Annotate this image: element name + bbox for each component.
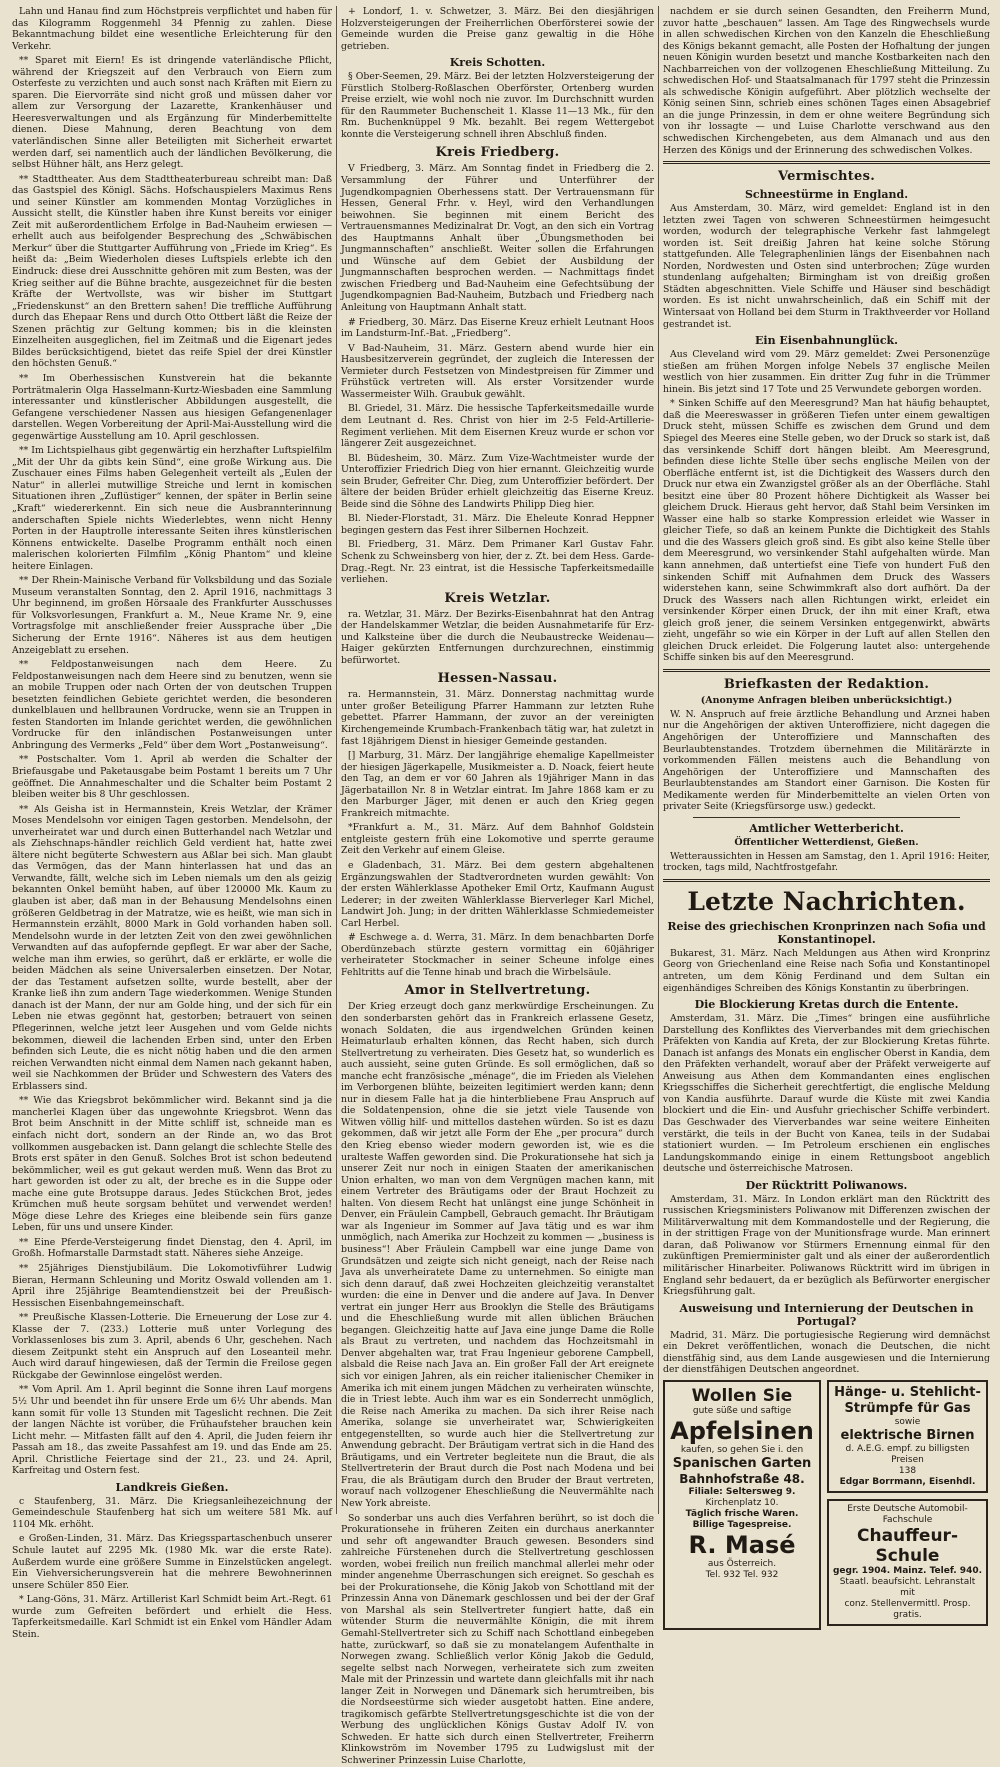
column-left [12,6,332,1640]
column-divider [658,6,659,1514]
article-heading: Die Blockierung Kretas durch die Entente. [694,998,959,1012]
article-paragraph: So sonderbar uns auch dies Verfahren berührt, so ist doch die Prokurationsehe in früheren Zeiten ein durchaus anerkannter und sehr oft angewandter Brauch gewesen. Besonders sind zahlreiche Fürstenehen durch die Stellvertretung geschlossen worden, wobei freilich nun freilich manchmal allerlei mehr oder minder angenehme Überraschungen sich ereignet. So geschah es bei der Prokurationsehe, die König Jakob von Schottland mit der Prinzessin Anna von Dänemark geschlossen und bei der der Graf von Marshal als sein Stellvertreter fungiert hatte, daß ein wütender Sturm die neuvermählte Königin, die mit ihrem Gemahl-Stellvertreter sich zu Schiff nach Schottland einbegeben hatte, zurückwarf, so daß sie zu monatelangem Aufenthalte in Norwegen zwang. Schließlich verlor König Jakob die Geduld, segelte selbst nach Norwegen, verheiratete sich zum zweiten Male mit der Prinzessin und wartete dann gleichfalls mit ihr nach langer Zeit in Norwegen und Dänemark sich herumtreiben, bis die Nordseestürme sich wieder ausgetobt hatten. Eine andere, tragikomisch gefärbte Stellvertretungsgeschichte ist die von der Werbung des unglücklichen Königs Gustav Adolf IV. von Schweden. Er hatte sich durch einen Stellvertreter, Freiherrn Klinkowström im November 1795 zu Ludwigslust mit der Schweriner Prinzessin Luise Charlotte, [341,1512,654,1767]
ad-product: Apfelsinen [670,1416,814,1445]
article-paragraph: ** 25jähriges Dienstjubiläum. Die Lokomotivführer Ludwig Bieran, Hermann Schleuning und Moritz Oswald vollenden am 1. April ihre 25jährige Beamtendienstzeit bei der Preußisch-Hessischen Eisenbahngemeinschaft. [12,1262,332,1309]
article-paragraph: Bl. Friedberg, 31. März. Dem Primaner Karl Gustav Fahr. Schenk zu Schweinsberg von hier, der z. Zt. bei dem Hess. Garde-Drag.-Regt. Nr. 23 eintrat, ist die Hessische Tapferkeitsmedaille verliehen. [341,539,654,586]
ad-text: Erste Deutsche Automobil-Fachschule [847,1503,968,1525]
divider [693,817,960,818]
ad-headline: Hänge- u. Stehlicht- [834,1384,981,1400]
article-paragraph: Bl. Nieder-Florstadt, 31. März. Die Eheleute Konrad Heppner begingen gestern das Fest ihrer Silbernen Hochzeit. [341,513,654,536]
weather-title: Amtlicher Wetterbericht. [749,821,904,835]
article-paragraph: * Lang-Göns, 31. März. Artillerist Karl Schmidt beim Art.-Regt. 61 wurde zum Gefreiten befördert und erhielt die Hess. Tapferkeitsmedaille. Karl Schmidt ist ein Enkel vom Händler Adam Stein. [12,1594,332,1640]
ad-column-right [827,1380,988,1630]
article-paragraph: c Staufenberg, 31. März. Die Kriegsanleihezeichnung der Gemeindeschule Staufenberg hat sich um weitere 581 Mk. auf 1104 Mk. erhöht. [12,1495,332,1530]
weather-report: Wetteraussichten in Hessen am Samstag, den 1. April 1916: Heiter, trocken, tags mild, Nachtfrostgefahr. [663,850,990,874]
article-paragraph: *Frankfurt a. M., 31. März. Auf dem Bahnhof Goldstein entgleiste gestern früh eine Lokomotive und sperrte geraume Zeit den Verkehr auf einem Gleise. [341,822,654,857]
article-paragraph: e Großen-Linden, 31. März. Das Kriegsspartaschenbuch unserer Schule lautet auf 2295 Mk. (1980 Mk. war die erste Rate). Außerdem wurde eine größere Summe in Einzelstücken angelegt. Ein Viehversicherungsverein hat die mehrere Bewohnerinnen unsere Schüler 850 Eier. [12,1533,332,1591]
article-paragraph: ** Wie das Kriegsbrot bekömmlicher wird. Bekannt sind ja die mancherlei Klagen über das ungewohnte Kriegsbrot. Wenn das Brot beim Anschnitt in der Mitte schliff ist, schneide man es einfach nicht dort, sondern an der Rinde an, wo das Brot vollkommen ausgebacken ist. Dann gelangt die schlechte Stelle des Brots erst später in den Genuß. Solches Brot ist schon bedeutend bekömmlicher, weil es gut gekaut werden muß. Wenn das Brot zu hart geworden ist oder zu alt, der breche es in die Suppe oder mache eine gute Brotsuppe daraus. Jedes Stückchen Brot, jedes Krümchen muß heute sorgsam behütet und verwendet werden! Möge diese Lehre des Krieges eine bleibende sein fürs ganze Leben, für uns und unsere Kinder. [12,1095,332,1234]
article-paragraph: V Bad-Nauheim, 31. März. Gestern abend wurde hier ein Hausbesitzerverein gegründet, der zugleich die Interessen der Vermieter durch Festsetzen von Mindestpreisen für Zimmer und Frühstück vertreten will. Als erster Vorsitzender wurde Wassermeister Wilh. Graubuk gewählt. [341,342,654,400]
ad-chauffeur-schule [827,1499,988,1626]
article-paragraph: # Eschwege a. d. Werra, 31. März. In dem benachbarten Dorfe Oberdünzebach stürzte gestern vormittag ein 60jähriger verheirateter Stockmacher in seiner Scheune infolge eines Fehltritts auf die Tenne hinab und brach die Wirbelsäule. [341,932,654,978]
ad-apfelsinen [663,1380,821,1630]
article-paragraph: ** Vom April. Am 1. April beginnt die Sonne ihren Lauf morgens 5½ Uhr und beendet ihn für unsere Erde um 6½ Uhr abends. Man kann somit für volle 13 Stunden mit Tageslicht rechnen. Die Zeit der langen Nächte ist vorüber, die Frühaufsteher brauchen kein Licht mehr. — Mitfasten fällt auf den 4. April, die Juden feiern ihr Passah am 18., das zweite Passahfest am 19. und das Ende am 25. April. Christliche Feiertage sind der 21., 23. und 24. April, Karfreitag und Ostern fest. [12,1384,332,1477]
article-paragraph: ** Feldpostanweisungen nach dem Heere. Zu Feldpostanweisungen nach dem Heere sind zu benutzen, wenn sie an mobile Truppen oder nach Orten der von deutschen Truppen besetzten feindlichen Gebiete gerichtet werden, die besonderen dunkelblauen und hellbraunen Vordrucke, wenn sie an Truppen in festen Standorten im Inlande gerichtet werden, die gewöhnlichen Vordrucke für den inländischen Postanweisungen unter Anbringung des Vermerks „Feld“ über dem Wort „Postanweisung“. [12,659,332,751]
briefkasten-note: (Anonyme Anfragen bleiben unberücksichtigt.) [700,694,953,706]
ad-text: kaufen, so gehen Sie i. den [680,1444,804,1455]
ad-filiale: Filiale: Seltersweg 9. [688,1486,796,1497]
advertisements [663,1380,990,1630]
ad-text: sowie [894,1416,921,1427]
article-paragraph: ** Im Oberhessischen Kunstverein hat die bekannte Porträtmalerin Olga Hasselmann-Kurtz-Wiesbaden eine Sammlung interessanter und künstlerischer Abbildungen ausgestellt, die Gefangene verschiedener Nassen aus hiesigen Gefangenenlager darstellen. Wegen Vorbereitung der April-Mai-Ausstellung wird die gegenwärtige Ausstellung am 10. April geschlossen. [12,372,332,442]
article-paragraph: ** Als Geisha ist in Hermannstein, Kreis Wetzlar, der Krämer Moses Mendelsohn vor einigen Tagen gestorben. Mendelsohn, der unverheiratet war und durch einen Butterhandel nach Wetzlar und als Ziehschnaps-händler reichlich Geld verdient hat, hatte zwei ältere nicht begüterte Schwestern aus Aßlar bei sich. Man glaubt das Vermögen, das der Mann hinterlassen hat und das an Verwandte, fällt, welche sich im Leben niemals um den als geizig bekannten Onkel bemüht haben, auf über 120000 Mk. Kaum zu glauben ist aber, daß man in der Behausung Mendelsohns einen größeren Geldbetrag in der Matratze, wie es heißt, wie man sich in Hermannstein erzählt, 8000 Mark in Gold vorhanden haben soll. Mendelsohn wurde in der letzten Zeit von den zwei gewöhnlichen Verwandten auf das aufopfernde gepflegt. Er war aber der Sache, welche man ihm erwies, so gerührt, daß er erklärte, er wolle die beiden Mädchen als seine Universalerben einsetzen. Der Notar, der das Testament aufsetzen sollte, wurde bestellt, aber der Kranke ließ ihn zum andern Tage wiederkommen. Wenige Stunden danach ist der Mann, der nur am Golde hing, und der sich für ein Leben nie etwas gegönnt hat, gestorben; betrauert von seinen Pflegerinnen, welche jetzt leer Ausgehen und vom Gelde nichts bekommen, dieweil die lachenden Erben sind, unter den Erben befinden sich Leute, die es nicht nötig haben und die den armen reichen Verwandten nicht einmal dem Namen nach gekannt haben, weil sie Nachkommen der Brüder und Schwestern des Vaters des Erblassers sind. [12,803,332,1092]
ad-shop: Edgar Borrmann, Eisenhdl. [839,1476,976,1487]
article-paragraph: + Londorf, 1. v. Schwetzer, 3. März. Bei den diesjährigen Holzversteigerungen der Freiherrlichen Oberförsterei sowie der Gemeinde wurden die Preise ganz gewaltig in die Höhe getrieben. [341,6,654,52]
article-heading: Schneestürme in England. [744,188,909,202]
article-paragraph: ** Stadttheater. Aus dem Stadttheaterbureau schreibt man: Daß das Gastspiel des Königl. Sächs. Hofschauspielers Maximus Rens und seiner Künstler am kommenden Montag Vorzügliches in Aussicht stellt, die Künstler haben ihre Kunst bereits vor einiger Zeit mit außerordentlichem Erfolge in Bad-Nauheim erwiesen — erhellt auch aus beifolgender Besprechung des „Schwäbischen Merkur“ über die Stuttgarter Aufführung von „Friede im Krieg“. Es heißt da: „Beim Wiederholen dieses Luftspiels erlebte ich den Eindruck: diese drei Ausschnitte gehören mit zum Besten, was der Krieg seither auf die Bühne brachte, ausgezeichnet für die besten Kräfte der Wertvollste, was wir bisher im Stuttgart „Friedenskunst“ an den Brettern sahen! Die treffliche Aufführung durch das Ehepaar Rens und durch Otto Ottbert läßt die Reize der Szenen prächtig zur Geltung kommen; bis in die kleinsten Einzelheiten ausgeglichen, fiel im Zeitmaß und die Eigenart jedes Bildes berücksichtigend, bietet das reife Spiel der drei Künstler den höchsten Genuß.“ [12,173,332,370]
article-paragraph: Lahn und Hanau find zum Höchstpreis verpflichtet und haben für das Kilogramm Roggenmehl 34 Pfennig zu zahlen. Diese Bekanntmachung bildet eine wesentliche Erleichterung für den Verkehr. [12,6,332,52]
article-paragraph: ** Postschalter. Vom 1. April ab werden die Schalter der Briefausgabe und Paketausgabe beim Postamt 1 bereits um 7 Uhr geöffnet. Die Annahmeschalter und die Schalter beim Postamt 2 bleiben weiter bis 8 Uhr geschlossen. [12,754,332,801]
article-paragraph: Madrid, 31. März. Die portugiesische Regierung wird demnächst ein Dekret veröffentlichen, wonach die Deutschen, die nicht dienstfähig sind, aus dem Lande ausgewiesen und die Internierung der dienstfähigen Deutschen angeordnet. [663,1329,990,1376]
article-paragraph: Aus Cleveland wird vom 29. März gemeldet: Zwei Personenzüge stießen am frühen Morgen infolge Nebels 37 englische Meilen westlich von hier zusammen. Ein dritter Zug fuhr in die Trümmer hinein. Bis jetzt sind 17 Tote und 25 Verwundete geborgen worden. [663,349,990,395]
ad-shop: Spanischen Garten [672,1455,812,1471]
ad-headline: Strümpfe für Gas [844,1400,971,1416]
article-heading: Hessen-Nassau. [437,671,558,687]
article-paragraph: nachdem er sie durch seinen Gesandten, den Freiherrn Mund, zuvor hatte „beschauen“ lassen. Am Tage des Ringwechsels wurde in allen schwedischen Kirchen von den Kanzeln die Eheschließung des Königs bekannt gemacht, alle Posten der Hofhaltung der jungen neuen Königin wurden besetzt und manche Kostbarkeiten nach den Nachbarreichen von der vollzogenen Eheschließung Mitteilung. Zu schwedischen Hof- und Staatsalmanach für 1797 steht die Prinzessin als schwedische Königin aufgeführt. Aber plötzlich wechselte der König seinen Sinn, schrieb eines schönen Tages einen Absagebrief an die junge Prinzessin, in dem er ohne weitere Begründung sich von ihr lossagte — und Luise Charlotte verschwand aus den schwedischen Kirchengebeten, aus dem Almanach und aus den Herzen des Königs und der Erinnerung des schwedischen Volkes. [663,6,990,156]
section-divider [663,161,990,164]
section-title-briefkasten: Briefkasten der Redaktion. [723,676,930,692]
article-paragraph: Amsterdam, 31. März. Die „Times“ bringen eine ausführliche Darstellung des Konfliktes des Vierverbandes mit dem griechischen Präfekten von Kandia auf Kreta, der zur Blockierung Kretas führte. Danach ist anfangs des Monats ein englischer Oberst in Kandia, dem den Präfekten verhandelt, worauf aber der Präfekt verweigerte auf Anweisung aus Athen dem Kommandanten eines englischen Kriegsschiffes die Sicherheit gerechtfertigt, die englische Meldung von Kandia ausführte. Darauf wurde die Küste mit zwei Kandia blockiert und die Ein- und Ausfuhr griechischer Schiffe verbindert. Das Geschwader des Vierverbandes war seine weitere Einheiten verstärkt, die teils in der Bucht von Kanea, teils in der Sudabai stationiert wurden. — Im Petroleum erschienen ein englisches Landungskommando einige in einem Rettungsboot angeblich deutsche und österreichische Matrosen. [663,1013,990,1175]
ad-waren: Täglich frische Waren. [685,1508,799,1519]
article-paragraph: ** Sparet mit Eiern! Es ist dringende vaterländische Pflicht, während der Kriegszeit auf den Verbrauch von Eiern zum Osterfeste zu verzichten und auch sonst nach Kräften mit Eiern zu sparen. Die Eiervorräte sind nicht groß und müssen daher vor allem zur Versorgung der Lazarette, Krankenhäuser und Heeresverwaltungen und als Ergänzung für Minderbemittelte dienen. Diese Mahnung, deren Beachtung von dem vaterländischen Sinne aller Beteiligten mit Sicherheit erwartet werden darf, sei namentlich auch der ländlichen Bevölkerung, die selbst Hühner hält, ans Herz gelegt. [12,55,332,171]
section-divider [663,669,990,672]
article-paragraph: e Gladenbach, 31. März. Bei dem gestern abgehaltenen Ergänzungswahlen der Stadtverordneten wurden gewählt: Von der ersten Wählerklasse Apotheker Emil Ortz, Kaufmann August Lederer; in der zweiten Wählerklasse Bierverleger Karl Michel, Landwirt Joh. Jung; in der dritten Wählerklasse Schmiedemeister Carl Herbel. [341,860,654,929]
article-paragraph: ** Im Lichtspielhaus gibt gegenwärtig ein herzhafter Luftspielfilm „Mit der Uhr da gibts kein Sünd“, eine große Wirkung aus. Die Zuschauer eines Films haben Gelegenheit verteilt als „Eulen der Natur“ in allerlei mutwillige Streiche und lernt in komischen Situationen ihren „Zuflüstiger“ kennen, der später in Berlin seine „Kraft“ wiedererkennt. Ein sich neue die Ausbrannterinnung anderschaften Spiele nichts Wiederlebtes, wenn nicht Henny Porten in der Hauptrolle interessante Seiten ihres künstlerischen Könnens entwickelte. Daselbe Programm enthält noch einen malerischen kolorierten Filmfilm „König Phantom“ und kleine heitere Einlagen. [12,445,332,572]
article-heading: Kreis Schotten. [449,56,546,70]
ad-filiale-2: Kirchenplatz 10. [705,1497,779,1508]
ad-address: Bahnhofstraße 48. [679,1471,805,1486]
section-vermischtes [663,188,990,664]
article-continuation [663,6,990,156]
ad-text: d. A.E.G. empf. zu billigsten Preisen [845,1443,970,1465]
section-briefkasten [663,709,990,813]
weather-subtitle: Öffentlicher Wetterdienst, Gießen. [734,836,919,848]
article-paragraph: Bukarest, 31. März. Nach Meldungen aus Athen wird Kronprinz Georg von Griechenland eine Reise nach Sofia und Konstantinopel antreten, um dem König Ferdinand und dem Sultan ein eigenhändiges Schreiben des Königs Konstantin zu überbringen. [663,947,990,994]
article-heading: Reise des griechischen Kronprinzen nach Sofia und Konstantinopel. [667,919,986,946]
ad-headline: Chauffeur-Schule [857,1525,958,1566]
article-heading: Landkreis Gießen. [115,1480,229,1494]
section-title-vermischtes: Vermischtes. [777,169,876,185]
ad-country: aus Österreich. [707,1558,777,1569]
article-heading: Amor in Stellvertretung. [404,983,591,999]
article-paragraph: ** Preußische Klassen-Lotterie. Die Erneuerung der Lose zur 4. Klasse der 7. (233.) Lotterie muß unter Vorlegung des Vorklassenloses bis zum 3. April, abends 6 Uhr, geschehen. Nach diesem Zeitpunkt steht ein Anspruch auf den Loseanteil mehr. Auch wird darauf hingewiesen, daß der Termin die Freilose gegen Rückgabe der Gewinnlose eingelöst werden. [12,1312,332,1381]
article-paragraph: Aus Amsterdam, 30. März, wird gemeldet: England ist in den letzten zwei Tagen von schweren Schneestürmen heimgesucht worden, wodurch der telegraphische Verkehr fast lahmgelegt worden ist. Seit dreißig Jahren hat keine solche Störung stattgefunden. Alle Telegraphenlinien längs der Eisenbahnen nach Norden, Nordwesten und Osten sind unterbrochen; Züge wurden stundenlang aufgehalten; Birmingham ist von dreißig großen Städten abgeschnitten. Viele Schiffe und Häuser sind beschädigt worden. Es ist nicht unwahrscheinlich, daß ein Schiff mit der Wintersaat von Holland bei dem Sturm in Trakthveerder vor Holland gestrandet ist. [663,203,990,330]
ad-text: gute süße und saftige [692,1405,792,1416]
article-paragraph: * Sinken Schiffe auf den Meeresgrund? Man hat häufig behauptet, daß die Meereswasser in größeren Tiefen unter einem gewaltigen Druck steht, müssen Schiffe es zwischen dem Grund und dem Spiegel des Meeres eine Stelle geben, wo der Druck so stark ist, daß das versinkende Schiff dort hängen bleibt. Am Meeresgrund, befinden diese lichte Stelle über sechs englische Meilen von der Oberfläche entfernt ist, ist die Dichtigkeit des Wassers durch den Druck nur etwa ein Zwanzigstel größer als an der Oberfläche. Stahl besitzt eine über 80 Prozent höhere Dichtigkeit als Wasser bei gleichem Druck. Hieraus geht hervor, daß Stahl beim Versinken im Wasser eine halb so starke Kompression erleidet wie Wasser in gleicher Tiefe, so daß an keinem Punkte die Dichtigkeit des Stahls und die des Wassers gleich groß sind. Es gibt also keine Stelle über dem Meeresgrund, wo versinkender Stahl aufgehalten würde. Man kann annehmen, daß untertiefst eine Tiefe von hundert Fuß den sinkenden Schiff mit Aufnahmen dem Druck des Wassers widerstehen kann, seine Schwimmkraft also dort aufhört. Da der Druck des Wassers nach allen Richtungen wirkt, erleidet ein versinkender Körper einen Druck, der ihn mit einer Kraft, etwa gleich groß jener, die seinem Versinken entgegenwirkt, abwärts zieht, ungefähr so wie ein Körper in der Luft auf allen Stellen den gleichen Druck erleidet. Die Folgerung lautet also: untergehende Schiffe sinken bis auf den Meeresgrund. [663,398,990,664]
article-heading: Ein Eisenbahnunglück. [755,334,898,348]
ad-brand: R. Masé [688,1530,796,1559]
article-paragraph: V Friedberg, 3. März. Am Sonntag findet in Friedberg die 2. Versammlung der Führer und Unterführer der Jugendkompagnien Oberhessens statt. Der Vertrauensmann für Hessen, General Frhr. v. Heyl, wird den Verhandlungen beiwohnen. Sie beginnen mit einem Bericht des Vertrauensmannes Medizinalrat Dr. Vogt, an den sich ein Vortrag des Hauptmanns Anhalt über „Übungsmethoden bei Jungmannschaften“ anschließt. Weiter sollen die Erfahrungen und Wünsche auf dem Gebiet der Ausbildung der Jungmannschaften besprochen werden. — Nachmittags findet zwischen Friedberg und Bad-Nauheim eine Gefechtsübung der Jugendkompagnien Bad-Nauheim, Butzbach und Friedberg nach Anleitung von Hauptmann Anhalt statt. [341,163,654,314]
column-divider [336,6,337,1514]
column-right [663,6,990,1620]
article-paragraph: W. N. Anspruch auf freie ärztliche Behandlung und Arznei haben nur die Angehörigen der aktiven Unteroffiziere, nicht dagegen die Angehörigen der Unteroffiziere und Mannschaften des Beurlaubtenstandes. Trotzdem übernehmen die Militärärzte in vorkommenden Fällen meistens auch die Behandlung von Angehörigen der Unteroffiziere und Mannschaften des Beurlaubtenstandes am Standort einer Garnison. Die Kosten für Medikamente werden für Minderbemittelte an vielen Orten von privater Seite (Kriegsfürsorge usw.) gedeckt. [663,708,990,813]
article-heading: Kreis Friedberg. [435,145,560,161]
article-paragraph: [] Marburg, 31. März. Der langjährige ehemalige Kapellmeister der hiesigen Jägerkapelle, Musikmeister a. D. Noack, feiert heute den Tag, an dem er vor 60 Jahren als 19jähriger Mann in das Jägerbataillon Nr. 8 in Wetzlar eintrat. Im Jahre 1868 kam er zu den Marburger Jäger, mit denen er auch den Krieg gegen Frankreich mitmachte. [341,750,654,819]
section-title-letzte-nachrichten: Letzte Nachrichten. [687,886,966,916]
article-paragraph: Bl. Griedel, 31. März. Die hessische Tapferkeitsmedaille wurde dem Leutnant d. Res. Christ von hier im 2-5 Feld-Artillerie-Regiment verliehen. Mit dem Eisernen Kreuz wurde er schon vor längerer Zeit ausgezeichnet. [341,403,654,450]
column-middle [341,6,655,1767]
article-paragraph: Amsterdam, 31. März. In London erklärt man den Rücktritt des russischen Kriegsministers Poliwanow mit Differenzen zwischen der Militärverwaltung mit dem Kommandostelle und der Regierung, die in der strittigen Frage von der Munitionsfrage wurde. Man erinnert daran, daß Poliwanow vor Stürmers Ernennung einmal für den zukünftigen Premierminister galt und als einer der außerordentlich militärischer Hinarbeiter. Poliwanows Rücktritt wird im übrigen in England sehr bedauert, da er bezüglich als Befürworter energischer Kriegsführung galt. [663,1193,990,1298]
article-paragraph: ** Der Rhein-Mainische Verband für Volksbildung und das Soziale Museum veranstalten Sonntag, den 2. April 1916, nachmittags 3 Uhr beginnend, im großen Hörsaale des Frankfurter Ausschusses für Volksvorlesungen, Frankfurt a. M., Neue Krame Nr. 9, eine Vortragsfolge mit anschließender freier Aussprache über „Die Sicherung der Ernte 1916“. Näheres ist aus dem heutigen Anzeigeblatt zu ersehen. [12,575,332,656]
article-paragraph: Der Krieg erzeugt doch ganz merkwürdige Erscheinungen. Zu den sonderbarsten gehört das in Frankreich erlassene Gesetz, wonach Soldaten, die aus irgendwelchen Gründen keinen Heimaturlaub erhalten können, das Recht haben, sich durch Stellvertretung zu verheiraten. Dies Gesetz hat, so wunderlich es auch aussieht, seine guten Gründe. Es soll ermöglichen, daß so manche echt französische „ménage“, die im Frieden als Vielehen im Verborgenen blühte, beizeiten legitimiert werden kann; denn nur in diesem Falle hat ja die hinterbliebene Frau Anspruch auf die Soldatenpension, ohne die sie jetzt viele Tausende von Witwen völlig hilf- und mittellos dastehen würden. So ist es dazu gekommen, daß wir jetzt alle Form der Ehe „per procura“ durch den Krieg ebenso wieder modern geworden ist, wie es die uralteste Waffen geworden sind. Die Prokurationsehe hat sich ja unserer Zeit nur noch in einigen Staaten der amerikanischen Union erhalten, wo man von dem Vergnügen machen kann, mit einem Vertreter des Bräutigams oder der Braut Hochzeit zu halten. Von diesem Recht hat unlängst eine junge Schönheit in Denver, ein Fräulein Campbell, Gebrauch gemacht. Ihr Bräutigam war als Ingenieur im Sommer auf Java tätig und es war ihm unmöglich, nach Amerika zur Hochzeit zu kommen — „business is business“! Aber Fräulein Campbell war eine junge Dame von Grundsätzen und zeigte sich nicht geneigt, nach der Reise nach Java als unverheiratete Dame zu unternehmen. So einigte man sich denn darauf, daß zwei Hochzeiten gleichzeitig veranstaltet wurden: die eine in Denver und die andere auf Java. In Denver vertrat ein junger Herr aus Brooklyn die Stelle des Bräutigams und die Eheschließung wurde mit allen üblichen Bräuchen begangen. Gleichzeitig hatte auf Java eine junge Dame die Rolle als Braut zu vertreten, und nachdem das Hochzeitsmahl in Denver abgehalten war, trat Frau Ingenieur geborene Campbell, alsbald die Reise nach Java an. Ein großer Fall der Art ereignete sich vor einigen Jahren, als ein reicher italienischer Chemiker in Amerika ich mit einem jungen Mädchen zu verheiraten wünschte, die in Triest lebte. Auch ihm war es ein Sonderrecht unmöglich, die Reise nach Amerika zu machen. Da sich ihrer Reise nach Amerika, solange sie unverheiratet war, Schwierigkeiten entgegenstellten, so wurde auch hier die Stellvertretung zur Anwendung gebracht. Der Bräutigam vertrat sich in die Hand des Bräutigams, und ein Vertreter begleitete nun die Braut, die als Stellvertreterin der Braut durch die Post nach Modena und bei Frau, die als Bräutigam durch den Bruder der Braut vertreten, worauf nach vollzogener Eheschließung die Neuvermählte nach New York abreiste. [341,1001,654,1509]
article-paragraph: # Friedberg, 30. März. Das Eiserne Kreuz erhielt Leutnant Hoos im Landsturm-Inf.-Bat. „Friedberg“. [341,316,655,340]
ad-text: conz. Stellenvermittl. Prosp. gratis. [844,1598,971,1620]
article-heading: Ausweisung und Internierung der Deutschen in Portugal? [679,1301,974,1328]
article-heading: Kreis Wetzlar. [444,590,551,606]
ad-text: gegr. 1904. Mainz. Telef. 940. [832,1565,983,1576]
ad-preise: Billige Tagespreise. [692,1519,792,1530]
section-letzte-nachrichten [663,920,990,1376]
article-heading: Der Rücktritt Poliwanows. [745,1178,908,1192]
article-paragraph: Bl. Büdesheim, 30. März. Zum Vize-Wachtmeister wurde der Unteroffizier Friedrich Dieg von hier ernannt. Gleichzeitig wurde sein Bruder, Gefreiter Chr. Dieg, zum Unteroffizier befördert. Der ältere der beiden Brüder erhielt gleichzeitig das Eiserne Kreuz. Beide sind die Söhne des Landwirts Philipp Dieg hier. [341,452,654,510]
ad-product: elektrische Birnen [840,1427,975,1443]
article-paragraph: ** Eine Pferde-Versteigerung findet Dienstag, den 4. April, im Großh. Hofmarstalle Darmstadt statt. Näheres siehe Anzeige. [12,1236,332,1260]
article-paragraph: ra. Hermannstein, 31. März. Donnerstag nachmittag wurde unter großer Beteiligung Pfarrer Hammann zur letzten Ruhe gebettet. Pfarrer Hammann, der zuvor an der vereinigten Kirchengemeinde Krumbach-Frankenbach tätig war, hat zuletzt in fast 18jährigem Dienst in hiesiger Gemeinde gestanden. [341,689,654,747]
ad-text: Staatl. beaufsicht. Lehranstalt mit [839,1576,976,1598]
ad-gasstruempfe [827,1380,988,1493]
article-paragraph: § Ober-Seemen, 29. März. Bei der letzten Holzversteigerung der Fürstlich Stolberg-Roßlaschen Oberförster, Ortenberg wurden Preise erzielt, wie wohl noch nie zuvor. Im Durchschnitt wurden für den Raummeter Buchenscheit 1. Klasse 11—13 Mk., für den Rm. Buchenknüppel 9 Mk. bezahlt. Bei regem Wettergebot konnte die Versteigerung schnell ihren Abschluß finden. [341,71,654,140]
ad-headline: Wollen Sie [691,1385,793,1406]
ad-phone: Tel. 932 Tel. 932 [705,1569,779,1580]
article-paragraph: ra. Wetzlar, 31. März. Der Bezirks-Eisenbahnrat hat den Antrag der Handelskammer Wetzlar, die beiden Ausnahmetarife für Erz- und Kalksteine über die durch die Neubaustrecke Weidenau—Haiger gekürzten Entfernungen durchzurechnen, einstimmig befürwortet. [341,608,654,666]
section-divider [663,879,990,882]
ad-phone: 138 [898,1465,917,1476]
